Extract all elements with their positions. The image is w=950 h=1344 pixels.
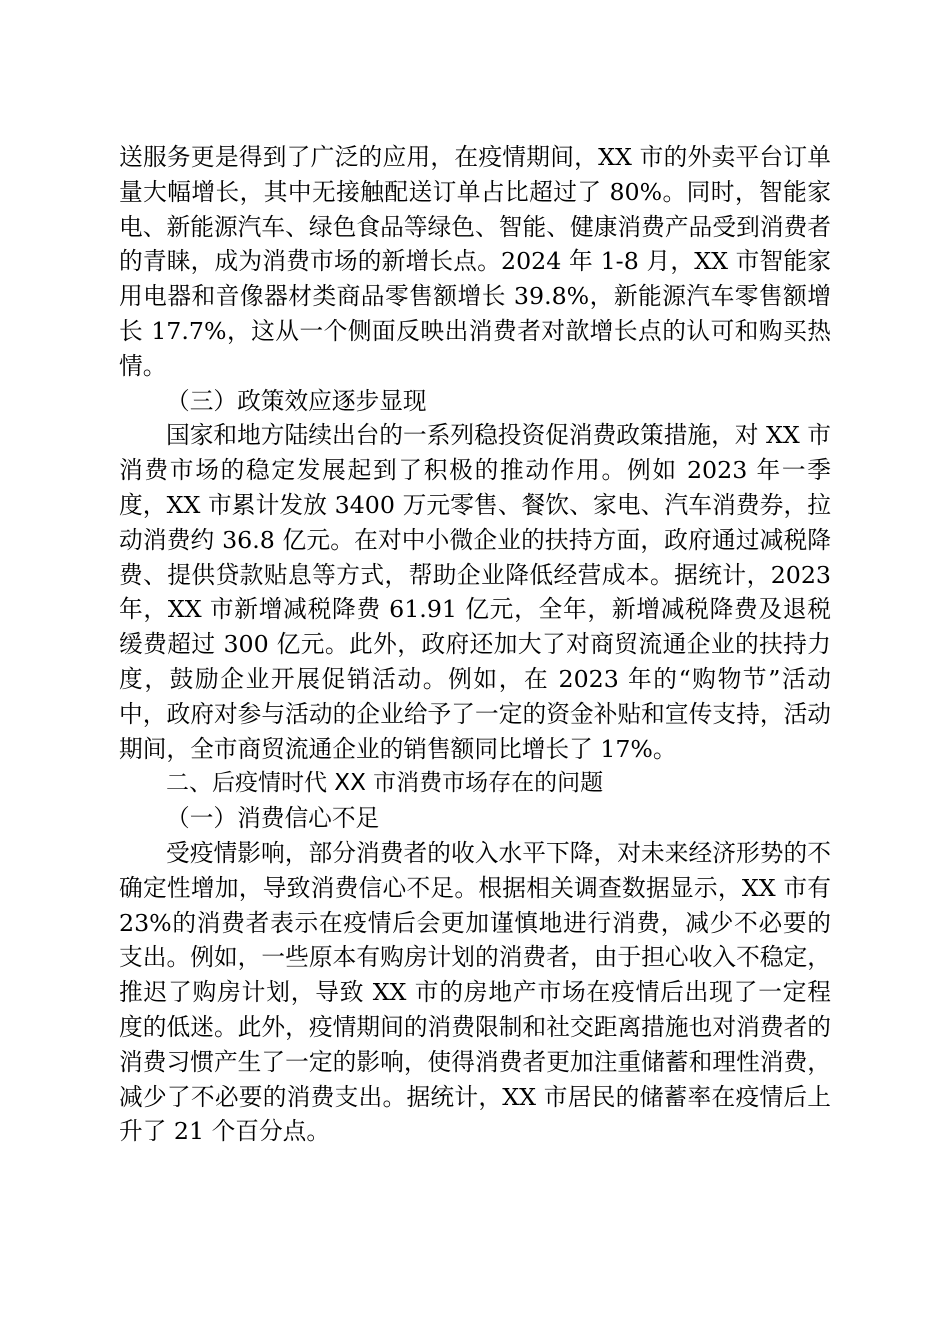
subheading-consumer-confidence: （一）消费信心不足	[166, 804, 380, 833]
section-heading-problems: 二、后疫情时代 XX 市消费市场存在的问题	[166, 770, 604, 797]
document-page	[119, 140, 831, 1149]
subheading-policy-effects: （三）政策效应逐步显现	[166, 386, 427, 415]
paragraph-confidence: 受疫情影响，部分消费者的收入水平下降，对未来经济形势的不确定性增加，导致消费信心不足。根据相关调查数据显示，XX 市有 23%的消费者表示在疫情后会更加谨慎地进行消费，减少不必要的支出。例如，一些原本有购房计划的消费者，由于担心收入不稳定，推迟了购房计划，导致 XX 市的房地产市场在疫情后出现了一定程度的低迷。此外，疫情期间的消费限制和社交距离措施也对消费者的消费习惯产生了一定的影响，使得消费者更加注重储蓄和理性消费，减少了不必要的消费支出。据统计，XX 市居民的储蓄率在疫情后上升了 21 个百分点。	[119, 838, 831, 1146]
paragraph-continuation: 送服务更是得到了广泛的应用，在疫情期间，XX 市的外卖平台订单量大幅增长，其中无接触配送订单占比超过了 80%。同时，智能家电、新能源汽车、绿色食品等绿色、智能、健康消费产品受到消费者的青睐，成为消费市场的新增长点。2024 年 1-8 月，XX 市智能家用电器和音像器材类商品零售额增长 39.8%，新能源汽车零售额增长 17.7%，这从一个侧面反映出消费者对歆增长点的认可和购买热情。	[119, 143, 831, 380]
paragraph-policy: 国家和地方陆续出台的一系列稳投资促消费政策措施，对 XX 市消费市场的稳定发展起到了积极的推动作用。例如 2023 年一季度，XX 市累计发放 3400 万元零售、餐饮、家电、汽车消费券，拉动消费约 36.8 亿元。在对中小微企业的扶持方面，政府通过减税降费、提供贷款贴息等方式，帮助企业降低经营成本。据统计，2023 年，XX 市新增减税降费 61.91 亿元，全年，新增减税降费及退税缓费超过 300 亿元。此外，政府还加大了对商贸流通企业的扶持力度，鼓励企业开展促销活动。例如，在 2023 年的“购物节”活动中，政府对参与活动的企业给予了一定的资金补贴和宣传支持，活动期间，全市商贸流通企业的销售额同比增长了 17%。	[119, 421, 831, 763]
